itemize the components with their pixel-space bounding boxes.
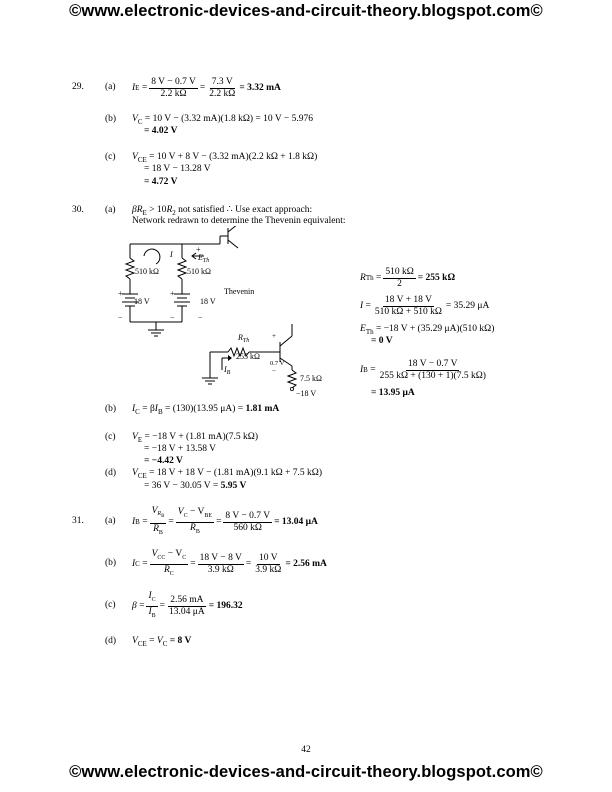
problem-30c-result: = −4.42 V xyxy=(144,456,183,466)
problem-31a-tag: (a) xyxy=(105,516,116,526)
problem-29c-tag: (c) xyxy=(105,152,116,162)
problem-29a-tag: (a) xyxy=(105,82,116,92)
circuit2-rth-label: $R_{Th}$ xyxy=(238,333,250,344)
problem-30d-line1: $V_{CE} = 18$ V + 18 V − (1.81 mA)(9.1 kΩ + 7.5 kΩ) xyxy=(132,468,323,480)
circuit2-ib-label: $I_B$ xyxy=(224,365,231,376)
circuit-r1-label: 510 kΩ xyxy=(135,267,159,276)
problem-31c-equation: β = $I_C$ $I_B$ = $\frac{2.56 mA}{13.04 \mu A}$ = 196.32 xyxy=(132,590,243,619)
problem-31b-equation: I C = $V_{CC} - V_C$ $R_C$ = 18 V − 8 V 3.9 kΩ = $\frac{10 V}{3.9 k\Omega}$ = 2.56 mA xyxy=(132,548,327,577)
circuit-minus2: − xyxy=(170,313,175,322)
problem-30-number: 30. xyxy=(72,205,84,215)
problem-30c-line2: = −18 V + 13.58 V xyxy=(144,444,217,454)
problem-29-number: 29. xyxy=(72,82,84,92)
circuit2-vbe: 0.7 V xyxy=(270,360,285,367)
problem-31b-tag: (b) xyxy=(105,558,117,568)
circuit2-minus: − xyxy=(272,367,276,375)
circuit-r2-label: 510 kΩ xyxy=(187,267,211,276)
problem-30c-line1: $V_E = -18$ V + (1.81 mA)(7.5 kΩ) xyxy=(132,432,259,444)
problem-30a-line1: $\beta R_E > 10R_2$ not satisfied ∴ Use exact approach: xyxy=(132,205,313,217)
site-banner-top: ©www.electronic-devices-and-circuit-theory.blogspot.com© xyxy=(69,2,543,20)
eth-equation: $E_{Th} = -18$ V + (35.29 μA)(510 kΩ) xyxy=(360,324,495,336)
problem-31d-tag: (d) xyxy=(105,636,117,646)
circuit2-plus: + xyxy=(272,332,276,340)
problem-30b-tag: (b) xyxy=(105,404,117,414)
problem-29a-equation: I E = $\frac{8 V - 0.7 V}{2.2 k\Omega}$ = $\frac{7.3 V}{2.2 k\Omega}$ = 3.32 mA xyxy=(132,76,281,99)
problem-30d-tag: (d) xyxy=(105,468,117,478)
circuit-minus3: − xyxy=(198,313,203,322)
problem-30a-tag: (a) xyxy=(105,205,116,215)
circuit-plus3: + xyxy=(196,245,201,254)
circuit2-rth-value: 255 kΩ xyxy=(236,352,260,361)
problem-29c-line2: = 18 V − 13.28 V xyxy=(144,164,211,174)
circuit-plus1: + xyxy=(118,289,123,298)
circuit-eth-label: $E_{Th}$ xyxy=(198,253,210,264)
circuit-plus2: + xyxy=(170,289,175,298)
problem-29c-result: = 4.72 V xyxy=(144,177,178,187)
problem-31a-equation: I B = $V_{R_B}$ $R_B$ = $V_C - V_{BE}$ $R_B$ = $\frac{8 V - 0.7 V}{560 k\Omega}$ = 13.04 μA xyxy=(132,505,318,536)
problem-30b-line: $I_C = \beta I_B = (130)(13.95$ μA) = 1.81 mA xyxy=(132,404,280,416)
circuit-current-label: I xyxy=(170,250,173,259)
problem-29b-tag: (b) xyxy=(105,114,117,124)
problem-30a-line2: Network redrawn to determine the Thevenin equivalent: xyxy=(132,216,346,226)
problem-31-number: 31. xyxy=(72,516,84,526)
problem-29c-line1: $V_{CE} = 10$ V + 8 V − (3.32 mA)(2.2 kΩ + 1.8 kΩ) xyxy=(132,152,318,164)
circuit-v1-label: 18 V xyxy=(134,297,150,306)
rth-equation: R Th = $\frac{510 k\Omega}{2}$ = 255 kΩ xyxy=(360,266,456,289)
circuit2-vee: −18 V xyxy=(296,389,317,398)
circuit-minus1: − xyxy=(118,313,123,322)
circuit-thevenin-label: Thevenin xyxy=(224,287,255,296)
problem-29b-result: = 4.02 V xyxy=(144,126,178,136)
i-equation: I = $\frac{18 V + 18 V}{510 k\Omega + 510 k\Omega}$ = 35.29 μA xyxy=(360,294,490,317)
problem-30d-line2: = 36 V − 30.05 V = 5.95 V xyxy=(144,481,247,491)
thevenin-circuit-diagram xyxy=(110,226,350,398)
ib-equation: I B = 18 V − 0.7 V 255 kΩ + (130 + 1)(7.5 kΩ) xyxy=(360,358,486,381)
circuit2-re: 7.5 kΩ xyxy=(300,374,322,383)
problem-29b-line1: $V_C = 10$ V − (3.32 mA)(1.8 kΩ) = 10 V − 5.976 xyxy=(132,114,314,126)
site-banner-bottom: ©www.electronic-devices-and-circuit-theory.blogspot.com© xyxy=(69,763,543,781)
problem-30c-tag: (c) xyxy=(105,432,116,442)
circuit-v2-label: 18 V xyxy=(200,297,216,306)
problem-31d-line: $V_{CE} = V_C = 8$ V xyxy=(132,636,192,648)
problem-31c-tag: (c) xyxy=(105,600,116,610)
page-number: 42 xyxy=(301,745,311,755)
ib-result: = 13.95 μA xyxy=(371,388,415,398)
eth-result: = 0 V xyxy=(371,336,393,346)
